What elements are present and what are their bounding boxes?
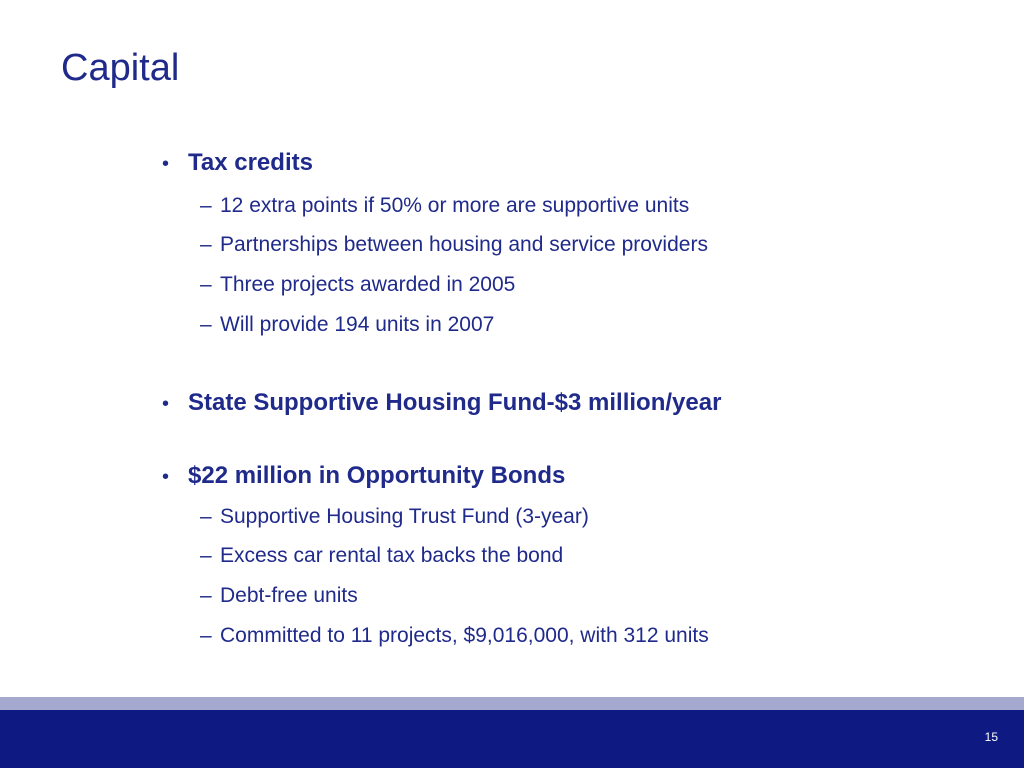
bullet-text: $22 million in Opportunity Bonds [188, 462, 566, 489]
dash-glyph: – [200, 313, 212, 336]
sub-item-text: 12 extra points if 50% or more are supportive units [220, 194, 690, 217]
bullet-dot: • [162, 153, 170, 175]
sub-item-text: Debt-free units [220, 584, 358, 607]
sub-item [200, 312, 494, 338]
bullet-tax-credits [162, 148, 313, 179]
footer-stripe-light [0, 697, 1024, 710]
sub-item [200, 504, 589, 530]
dash-glyph: – [200, 505, 212, 528]
sub-item [200, 543, 563, 569]
bullet-opportunity-bonds [162, 461, 565, 492]
sub-item [200, 232, 708, 258]
sub-item [200, 193, 689, 219]
dash-glyph: – [200, 233, 212, 256]
bullet-text: State Supportive Housing Fund-$3 million/year [188, 389, 722, 416]
page-number: 15 [984, 730, 998, 744]
bullet-dot: • [162, 393, 170, 415]
dash-glyph: – [200, 194, 212, 217]
sub-item-text: Supportive Housing Trust Fund (3-year) [220, 505, 589, 528]
sub-item [200, 272, 515, 298]
sub-item [200, 623, 709, 649]
footer-bar [0, 710, 1024, 768]
bullet-dot: • [162, 466, 170, 488]
sub-item-text: Three projects awarded in 2005 [220, 273, 516, 296]
sub-item [200, 583, 358, 609]
sub-item-text: Partnerships between housing and service providers [220, 233, 708, 256]
sub-item-text: Will provide 194 units in 2007 [220, 313, 495, 336]
dash-glyph: – [200, 584, 212, 607]
bullet-text: Tax credits [188, 149, 313, 176]
sub-item-text: Excess car rental tax backs the bond [220, 544, 564, 567]
dash-glyph: – [200, 273, 212, 296]
dash-glyph: – [200, 624, 212, 647]
bullet-state-fund [162, 388, 721, 419]
dash-glyph: – [200, 544, 212, 567]
slide-title: Capital [61, 47, 180, 89]
sub-item-text: Committed to 11 projects, $9,016,000, with 312 units [220, 624, 709, 647]
